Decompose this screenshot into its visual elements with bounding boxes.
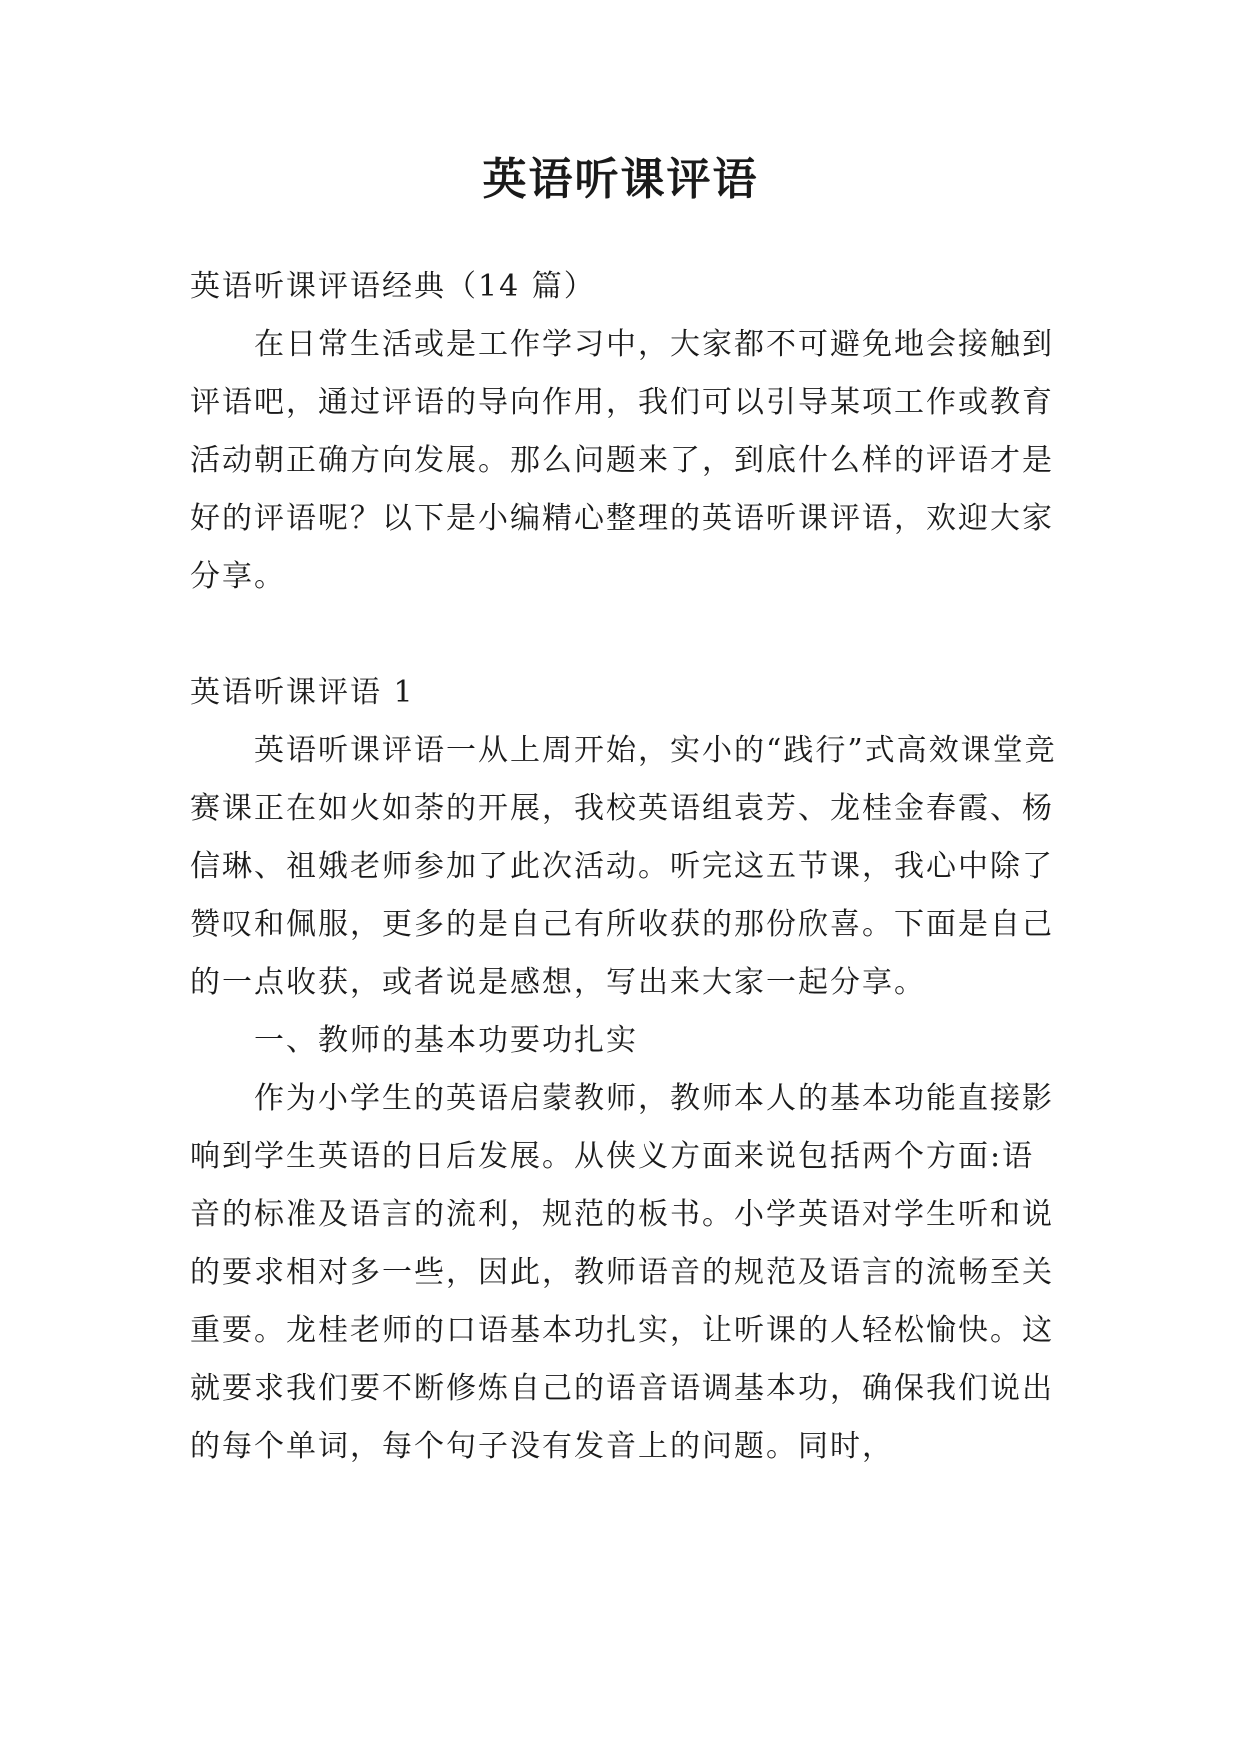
section-heading: 英语听课评语 1 [190, 675, 415, 710]
document-title: 英语听课评语 [482, 154, 759, 205]
document-body [190, 258, 1060, 1476]
section-spacer [190, 606, 1060, 664]
intro-paragraph: 在日常生活或是工作学习中，大家都不可避免地会接触到评语吧，通过评语的导向作用，我们可以引导某项工作或教育活动朝正确方向发展。那么问题来了，到底什么样的评语才是好的评语呢？以下是小编精心整理的英语听课评语，欢迎大家分享。 [190, 327, 1054, 594]
document-subtitle: 英语听课评语经典（14 篇） [190, 269, 596, 304]
body-paragraph: 作为小学生的英语启蒙教师，教师本人的基本功能直接影响到学生英语的日后发展。从侠义方面来说包括两个方面:语音的标准及语言的流利，规范的板书。小学英语对学生听和说的要求相对多一些，因此，教师语音的规范及语言的流畅至关重要。龙桂老师的口语基本功扎实，让听课的人轻松愉快。这就要求我们要不断修炼自己的语音语调基本功，确保我们说出的每个单词，每个句子没有发音上的问题。同时， [190, 1081, 1054, 1464]
point-heading: 一、教师的基本功要功扎实 [254, 1023, 638, 1058]
body-paragraph: 英语听课评语一从上周开始，实小的“践行”式高效课堂竞赛课正在如火如荼的开展，我校英语组袁芳、龙桂金春霞、杨信琳、祖娥老师参加了此次活动。听完这五节课，我心中除了赞叹和佩服，更多的是自己有所收获的那份欣喜。下面是自己的一点收获，或者说是感想，写出来大家一起分享。 [190, 733, 1057, 1000]
